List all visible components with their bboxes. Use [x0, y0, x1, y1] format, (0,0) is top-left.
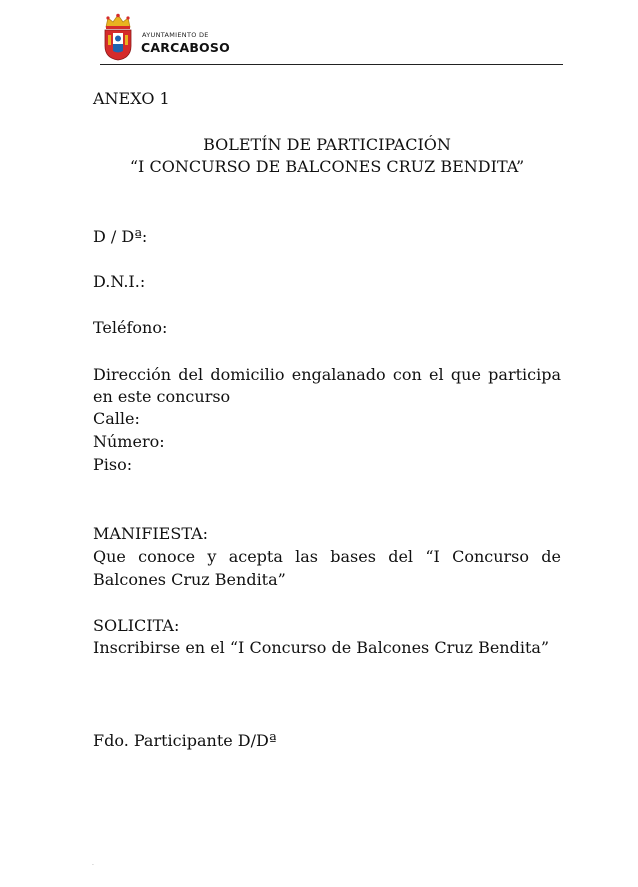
- org-name-line1: AYUNTAMIENTO DE: [142, 31, 209, 39]
- form-title-line1: BOLETÍN DE PARTICIPACIÓN: [203, 135, 451, 154]
- address-heading-line2: en este concurso: [93, 387, 231, 406]
- field-phone-label: Teléfono:: [93, 318, 168, 337]
- field-number-label: Número:: [93, 432, 165, 451]
- annex-label: ANEXO 1: [93, 89, 170, 108]
- footer-mark: .: [92, 860, 94, 867]
- form-title-line2: “I CONCURSO DE BALCONES CRUZ BENDITA”: [129, 157, 525, 176]
- signature-line: Fdo. Participante D/Dª: [93, 731, 277, 750]
- field-name-label: D / Dª:: [93, 227, 148, 246]
- solicita-text: Inscribirse en el “I Concurso de Balcones Cruz Bendita”: [93, 638, 550, 657]
- municipal-crest-icon: [102, 13, 134, 61]
- manifiesta-text-line2: Balcones Cruz Bendita”: [93, 570, 286, 589]
- page-header: [100, 12, 563, 65]
- field-street-label: Calle:: [93, 409, 140, 428]
- address-heading-line1: Dirección del domicilio engalanado con el que participa: [93, 365, 561, 384]
- manifiesta-text-line1: Que conoce y acepta las bases del “I Concurso de: [93, 547, 561, 566]
- org-name-line2: CARCABOSO: [141, 40, 230, 55]
- field-dni-label: D.N.I.:: [93, 272, 146, 291]
- manifiesta-label: MANIFIESTA:: [93, 524, 209, 543]
- field-floor-label: Piso:: [93, 455, 133, 474]
- solicita-label: SOLICITA:: [93, 616, 180, 635]
